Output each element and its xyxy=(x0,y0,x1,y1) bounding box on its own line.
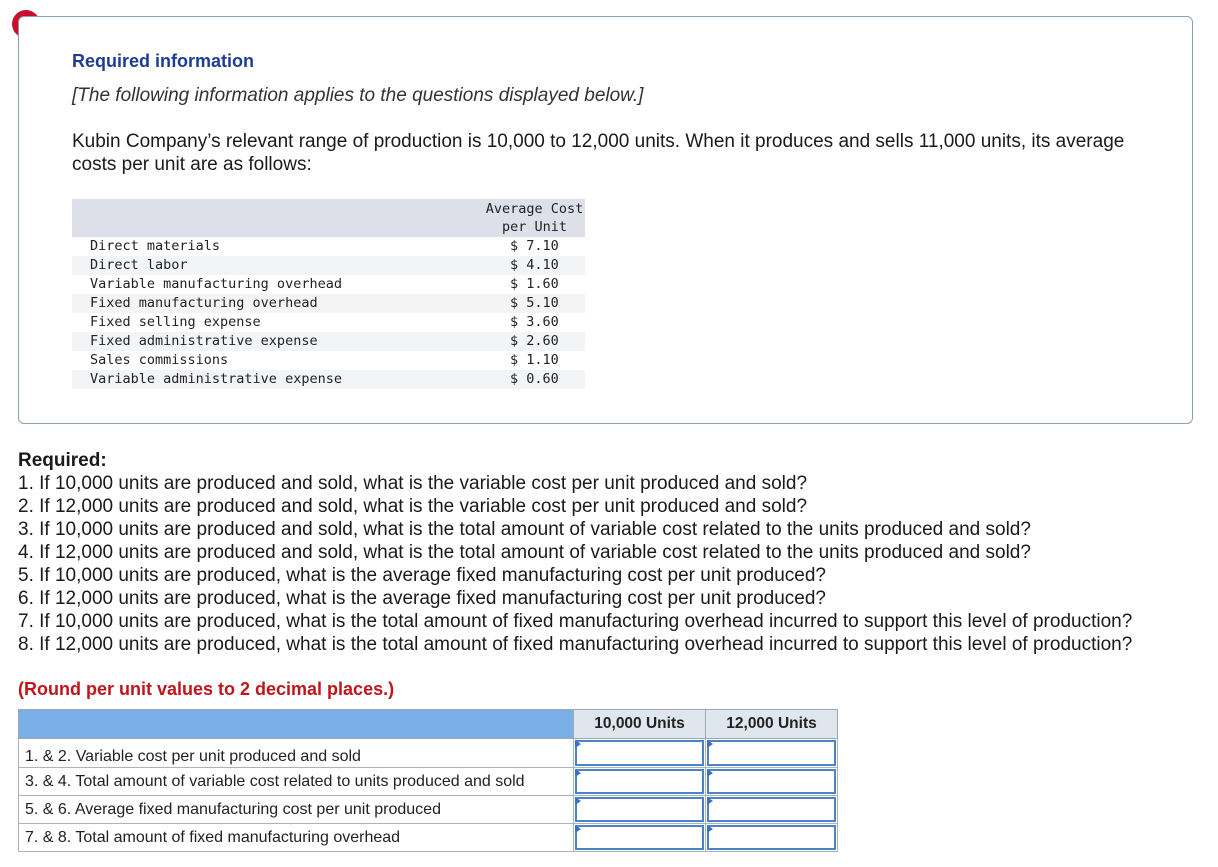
required-heading: Required: xyxy=(18,450,107,471)
answer-cell xyxy=(706,768,838,796)
table-row xyxy=(72,351,585,370)
answer-table xyxy=(18,709,838,852)
cell-corner-marker xyxy=(707,825,713,833)
cost-table-header xyxy=(484,199,585,237)
row-label: 3. & 4. Total amount of variable cost related to units produced and sold xyxy=(19,768,574,796)
table-row xyxy=(72,294,585,313)
answer-input-avg-fixed-12000[interactable] xyxy=(707,797,836,822)
table-row xyxy=(72,256,585,275)
info-note: [The following information applies to the questions displayed below.] xyxy=(72,85,644,106)
answer-input-total-fixed-10000[interactable] xyxy=(575,825,704,850)
answer-cell xyxy=(706,739,838,768)
list-item: 4. If 12,000 units are produced and sold, what is the total amount of variable cost related to the units produced and sold? xyxy=(18,542,1031,563)
cost-header-line1: Average Cost xyxy=(485,201,584,217)
round-note: (Round per unit values to 2 decimal places.) xyxy=(18,679,395,699)
table-row xyxy=(72,332,585,351)
cost-value: $ 0.60 xyxy=(484,370,585,389)
cost-value: $ 4.10 xyxy=(484,256,585,275)
cost-value: $ 5.10 xyxy=(484,294,585,313)
column-header-10000: 10,000 Units xyxy=(574,710,706,739)
cost-label: Fixed selling expense xyxy=(90,314,261,330)
info-description: Kubin Company’s relevant range of production is 10,000 to 12,000 units. When it produces and sells 11,000 units, its average costs per unit are as follows: xyxy=(72,131,1125,175)
cost-value: $ 3.60 xyxy=(510,314,559,330)
answer-input-avg-fixed-10000[interactable] xyxy=(575,797,704,822)
cost-value: $ 1.10 xyxy=(510,352,559,368)
answer-input-total-fixed-12000[interactable] xyxy=(707,825,836,850)
required-section xyxy=(18,449,1208,656)
answer-cell xyxy=(574,739,706,768)
cell-corner-marker xyxy=(707,797,713,805)
table-row xyxy=(72,275,585,294)
cost-label: Fixed manufacturing overhead xyxy=(72,294,484,313)
table-row xyxy=(19,768,838,796)
answer-cell xyxy=(574,796,706,824)
cost-value: $ 1.60 xyxy=(510,276,559,292)
cell-corner-marker xyxy=(575,740,581,748)
list-item: 8. If 12,000 units are produced, what is the total amount of fixed manufacturing overhead incurred to support this level of production? xyxy=(18,634,1133,655)
answer-input-total-variable-12000[interactable] xyxy=(707,769,836,794)
cost-label: Variable administrative expense xyxy=(72,370,484,389)
cost-label: Direct materials xyxy=(90,238,221,254)
list-item: 7. If 10,000 units are produced, what is the total amount of fixed manufacturing overhead incurred to support this level of production? xyxy=(18,611,1133,632)
table-row xyxy=(72,370,585,389)
cost-label: Direct labor xyxy=(72,256,484,275)
row-label: 1. & 2. Variable cost per unit produced and sold xyxy=(19,739,574,768)
list-item: 5. If 10,000 units are produced, what is the average fixed manufacturing cost per unit produced? xyxy=(18,565,827,586)
table-row xyxy=(72,237,585,256)
answer-cell xyxy=(574,768,706,796)
cell-corner-marker xyxy=(575,769,581,777)
required-information-panel xyxy=(18,16,1193,424)
answer-input-variable-cost-12000[interactable] xyxy=(707,740,836,766)
required-list xyxy=(18,472,1208,656)
cost-value: $ 7.10 xyxy=(510,238,559,254)
table-row xyxy=(19,824,838,852)
cell-corner-marker xyxy=(575,797,581,805)
cost-label: Sales commissions xyxy=(90,352,229,368)
cell-corner-marker xyxy=(575,825,581,833)
column-header-12000: 12,000 Units xyxy=(706,710,838,739)
table-row xyxy=(19,739,838,768)
average-cost-table xyxy=(72,199,585,389)
info-title: Required information xyxy=(72,51,255,71)
answer-cell xyxy=(706,824,838,852)
list-item: 3. If 10,000 units are produced and sold, what is the total amount of variable cost related to the units produced and sold? xyxy=(18,519,1031,540)
list-item: 1. If 10,000 units are produced and sold, what is the variable cost per unit produced and sold? xyxy=(18,473,808,494)
row-label: 7. & 8. Total amount of fixed manufacturing overhead xyxy=(19,824,574,852)
cost-header-line2: per Unit xyxy=(501,219,568,235)
cost-table-blank-header xyxy=(72,199,484,237)
row-label: 5. & 6. Average fixed manufacturing cost per unit produced xyxy=(19,796,574,824)
cost-label: Variable manufacturing overhead xyxy=(90,276,342,292)
answer-cell xyxy=(574,824,706,852)
answer-input-total-variable-10000[interactable] xyxy=(575,769,704,794)
list-item: 6. If 12,000 units are produced, what is the average fixed manufacturing cost per unit produced? xyxy=(18,588,827,609)
answer-cell xyxy=(706,796,838,824)
cost-value: $ 2.60 xyxy=(484,332,585,351)
table-row xyxy=(19,796,838,824)
list-item: 2. If 12,000 units are produced and sold, what is the variable cost per unit produced and sold? xyxy=(18,496,808,517)
cost-label: Fixed administrative expense xyxy=(72,332,484,351)
answer-table-blank-header xyxy=(19,710,574,739)
table-row xyxy=(72,313,585,332)
cell-corner-marker xyxy=(707,740,713,748)
cell-corner-marker xyxy=(707,769,713,777)
answer-input-variable-cost-10000[interactable] xyxy=(575,740,704,766)
